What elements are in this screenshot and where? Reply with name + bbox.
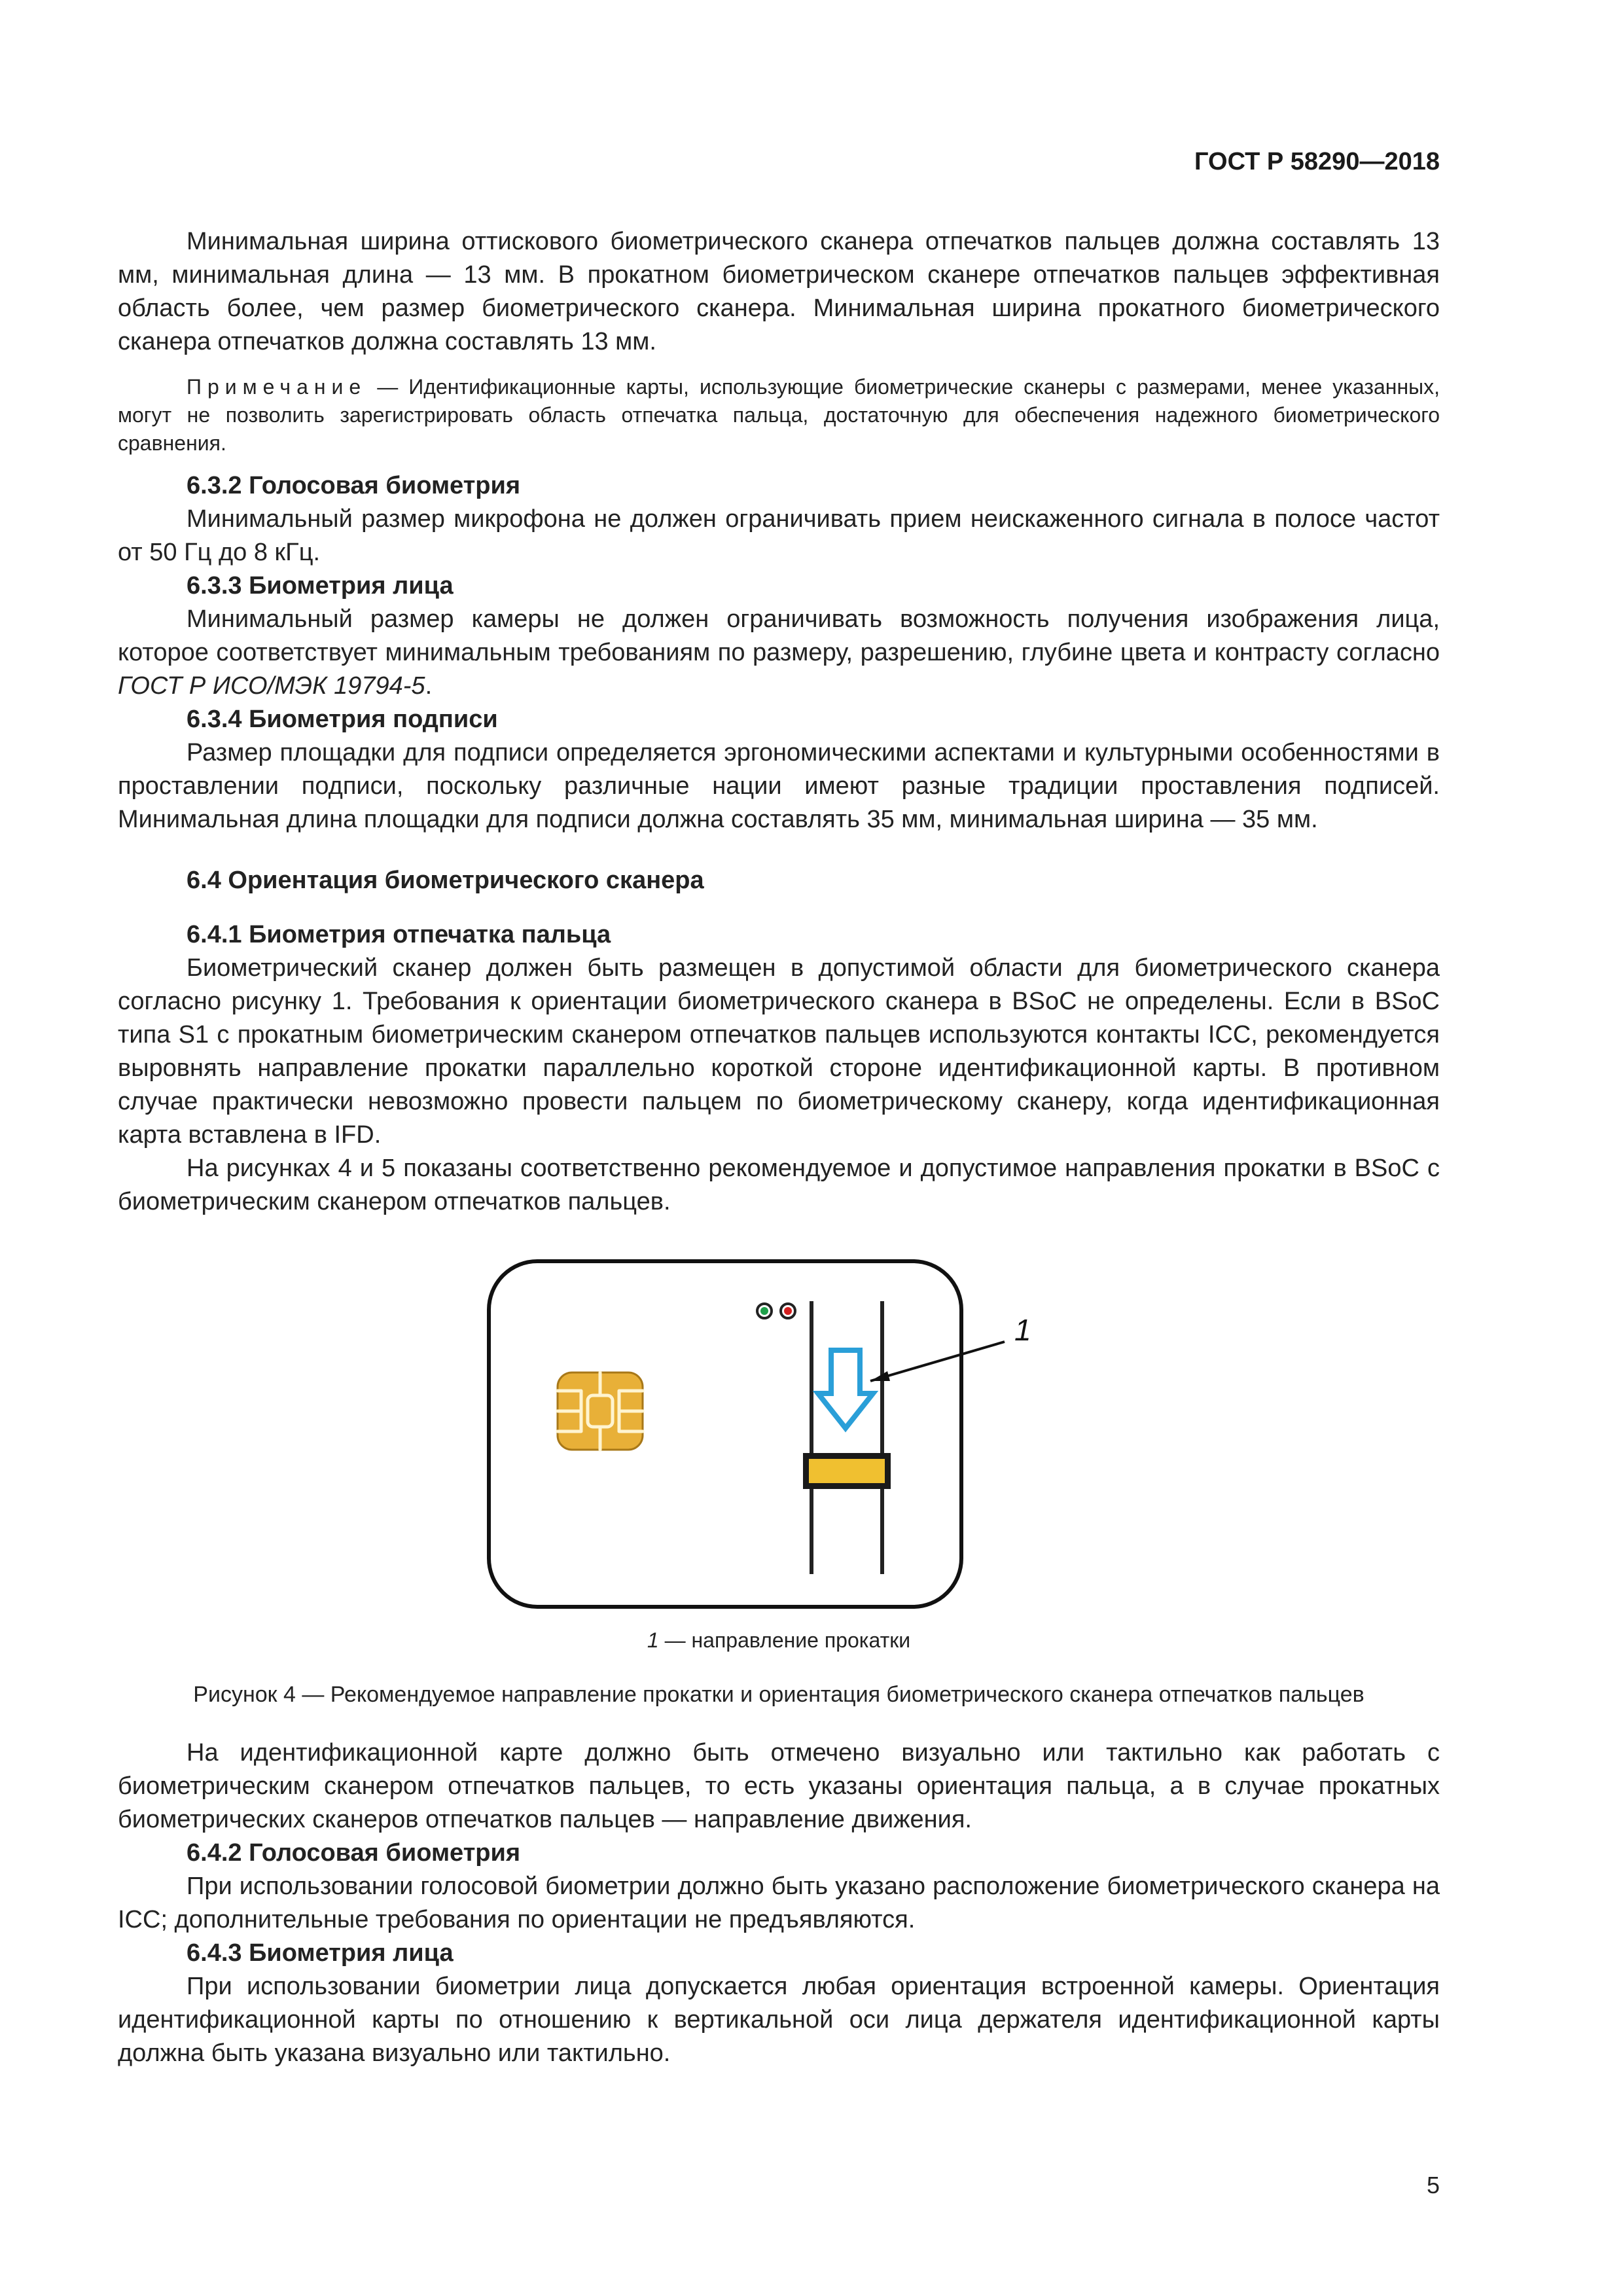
face-text-start: Минимальный размер камеры не должен ограничивать возможность получения изображения лица, которое соответствует минимальным требованиям по размеру, разрешению, глубине цвета и контрасту согласно: [118, 605, 1440, 666]
section-heading-6-4-1: 6.4.1 Биометрия отпечатка пальца: [187, 921, 611, 948]
note-paragraph: [118, 373, 1440, 457]
document-body: [118, 225, 1440, 2070]
paragraph-signature-biometrics: Размер площадки для подписи определяется эргономическими аспектами и культурными особенностями в проставлении подписи, поскольку различные нации имеют разные традиции проставления подписей. Минимальная длина площадки для подписи должна составлять 35 мм, минимальная ширина — 35 мм.: [118, 739, 1440, 833]
led-red-icon: [784, 1307, 792, 1315]
paragraph-scanner-size: Минимальная ширина оттискового биометрического сканера отпечатков пальцев должна составлять 13 мм, минимальная длина — 13 мм. В прокатном биометрическом сканере отпечатков пальцев эффективная область более, чем размер биометрического сканера. Минимальная ширина прокатного биометрического сканера отпечатков должна составлять 13 мм.: [118, 228, 1440, 355]
fingerprint-sensor: [809, 1459, 885, 1483]
section-heading-6-3-4: 6.3.4 Биометрия подписи: [187, 706, 498, 733]
figure-caption: Рисунок 4 — Рекомендуемое направление прокатки и ориентация биометрического сканера отпечатков пальцев: [193, 1682, 1364, 1707]
chip-contacts-icon: [558, 1372, 643, 1450]
callout-number: 1: [1014, 1313, 1031, 1347]
section-heading-6-4-2: 6.4.2 Голосовая биометрия: [187, 1839, 521, 1867]
standard-reference: ГОСТ Р ИСО/МЭК 19794-5: [118, 672, 425, 700]
paragraph-face-orientation: При использовании биометрии лица допускается любая ориентация встроенной камеры. Ориентация идентификационной карты по отношению к вертикальной оси лица держателя идентификационной карты должна быть указана визуально или тактильно.: [118, 1973, 1440, 2067]
face-text-end: .: [425, 672, 433, 700]
page-number: 5: [1426, 2172, 1440, 2198]
legend-text: — направление прокатки: [658, 1628, 911, 1652]
section-heading-6-4-3: 6.4.3 Биометрия лица: [187, 1939, 454, 1967]
note-text: — Идентификационные карты, использующие биометрические сканеры с размерами, менее указанных, могут не позволить зарегистрировать область отпечатка пальца, достаточную для обеспечения надежного биометрического сравнения.: [118, 375, 1440, 455]
id-card-diagram: [484, 1257, 1113, 1623]
section-heading-6-3-2: 6.3.2 Голосовая биометрия: [187, 472, 521, 499]
figure-4: [118, 1257, 1440, 1725]
paragraph-voice-orientation: При использовании голосовой биометрии должно быть указано расположение биометрического сканера на ICC; дополнительные требования по ориентации не предъявляются.: [118, 1873, 1440, 1933]
section-heading-6-3-3: 6.3.3 Биометрия лица: [187, 572, 454, 600]
paragraph-figures-reference: На рисунках 4 и 5 показаны соответственно рекомендуемое и допустимое направления прокатки в BSoC с биометрическим сканером отпечатков пальцев.: [118, 1155, 1440, 1215]
document-id-header: ГОСТ Р 58290—2018: [1194, 148, 1440, 175]
document-page: [118, 0, 1440, 2296]
paragraph-face-biometrics: [118, 603, 1440, 703]
led-green-icon: [760, 1307, 768, 1315]
legend-number: 1: [647, 1628, 659, 1652]
note-label: Примечание: [187, 375, 367, 399]
paragraph-voice-biometrics: Минимальный размер микрофона не должен ограничивать прием неискаженного сигнала в полосе частот от 50 Гц до 8 кГц.: [118, 505, 1440, 566]
paragraph-card-marking: На идентификационной карте должно быть отмечено визуально или тактильно как работать с биометрическим сканером отпечатков пальцев, то есть указаны ориентация пальца, а в случае прокатных биометрических сканеров отпечатков пальцев — направление движения.: [118, 1739, 1440, 1833]
paragraph-fingerprint-orientation: Биометрический сканер должен быть размещен в допустимой области для биометрического сканера согласно рисунку 1. Требования к ориентации биометрического сканера в BSoC не определены. Если в BSoC типа S1 с прокатным биометрическим сканером отпечатков пальцев используются контакты ICC, рекомендуется выровнять направление прокатки параллельно короткой стороне идентификационной карты. В противном случае практически невозможно провести пальцем по биометрическому сканеру, когда идентификационная карта вставлена в IFD.: [118, 954, 1440, 1149]
figure-legend: [118, 1627, 1440, 1653]
section-heading-6-4: 6.4 Ориентация биометрического сканера: [187, 867, 704, 894]
